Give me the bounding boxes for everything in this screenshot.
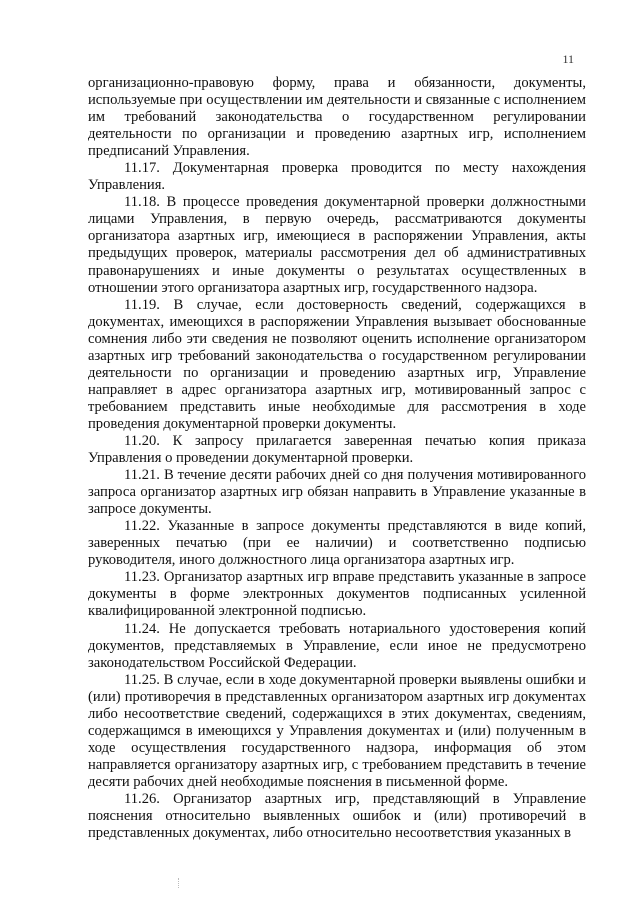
paragraph-11-26: 11.26. Организатор азартных игр, представляющий в Управление пояснения относительно выявленных ошибок и (или) противоречий в представленных документах, либо относительно несоответствия указанных в [88, 790, 586, 842]
paragraph-continuation: организационно-правовую форму, права и обязанности, документы, используемые при осуществлении им деятельности и связанные с исполнением им требований законодательства о государственном регулировании деятельности по организации и проведению азартных игр, исполнением предписаний Управления. [88, 75, 586, 160]
paragraph-11-21: 11.21. В течение десяти рабочих дней со дня получения мотивированного запроса организатор азартных игр обязан направить в Управление указанные в запросе документы. [88, 467, 586, 518]
document-body [88, 75, 586, 842]
paragraph-11-17: 11.17. Документарная проверка проводится по месту нахождения Управления. [88, 160, 586, 194]
paragraph-11-23: 11.23. Организатор азартных игр вправе представить указанные в запросе документы в форме электронных документов подписанных усиленной квалифицированной электронной подписью. [88, 569, 586, 620]
paragraph-11-24: 11.24. Не допускается требовать нотариального удостоверения копий документов, представляемых в Управление, если иное не предусмотрено законодательством Российской Федерации. [88, 620, 586, 671]
scan-artifact-mark [178, 878, 181, 888]
paragraph-11-19: 11.19. В случае, если достоверность сведений, содержащихся в документах, имеющихся в распоряжении Управления вызывает обоснованные сомнения либо эти сведения не позволяют оценить исполнение организатором азартных игр требований законодательства о государственном регулировании деятельности по организации и проведению азартных игр, Управление направляет в адрес организатора азартных игр, мотивированный запрос с требованием представить иные необходимые для рассмотрения в ходе проведения документарной проверки документы. [88, 296, 586, 432]
paragraph-11-20: 11.20. К запросу прилагается заверенная печатью копия приказа Управления о проведении документарной проверки. [88, 432, 586, 467]
paragraph-11-22: 11.22. Указанные в запросе документы представляются в виде копий, заверенных печатью (при ее наличии) и соответственно подписью руководителя, иного должностного лица организатора азартных игр. [88, 518, 586, 569]
paragraph-11-25: 11.25. В случае, если в ходе документарной проверки выявлены ошибки и (или) противоречия в представленных организатором азартных игр документах либо несоответствие сведений, содержащихся в этих документах, сведениям, содержащимся в имеющихся у Управления документах и (или) полученным в ходе осуществления государственного надзора, информация об этом направляется организатору азартных игр, с требованием представить в течение десяти рабочих дней необходимые пояснения в письменной форме. [88, 671, 586, 790]
page-number: 11 [562, 52, 574, 66]
paragraph-11-18: 11.18. В процессе проведения документарной проверки должностными лицами Управления, в первую очередь, рассматриваются документы организатора азартных игр, имеющиеся в распоряжении Управления, акты предыдущих проверок, материалы рассмотрения дел об административных правонарушениях и иные документы о результатах осуществленных в отношении этого организатора азартных игр, государственного надзора. [88, 194, 586, 296]
